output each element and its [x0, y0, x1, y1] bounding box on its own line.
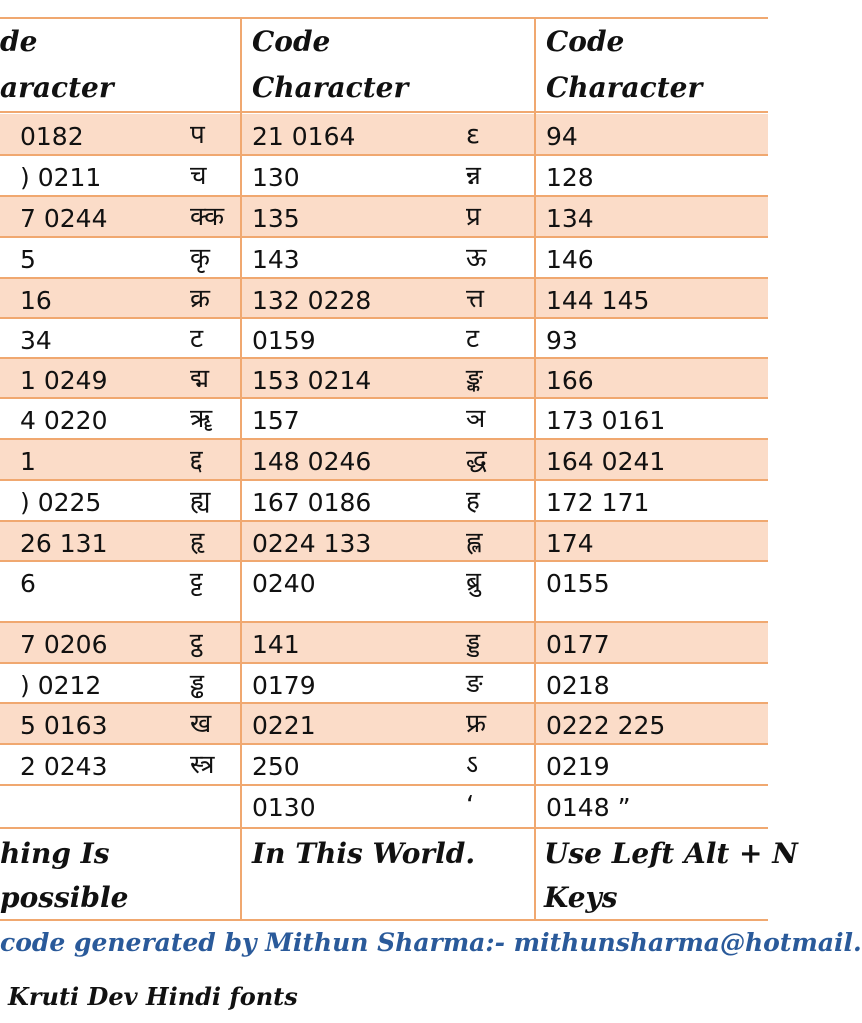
table-cell-code-3: 0219 — [546, 752, 610, 781]
table-cell-char-1: कृ — [190, 243, 210, 273]
table-cell-code-2: 130 — [252, 163, 300, 192]
table-cell-code-1: 1 0249 — [20, 366, 108, 395]
table-cell-code-2: 0130 — [252, 793, 316, 822]
table-cell-code-1: ) 0212 — [20, 671, 102, 700]
grid-hline — [0, 438, 768, 440]
table-cell-code-1: 6 — [20, 569, 36, 598]
credit-line: code generated by Mithun Sharma:- mithunsharma@hotmail. — [0, 928, 862, 957]
table-cell-code-1: 7 0244 — [20, 204, 108, 233]
note-col2-line1: In This World. — [252, 837, 476, 870]
row-shade — [0, 622, 768, 663]
table-cell-code-3: 164 0241 — [546, 447, 666, 476]
table-cell-code-1: ) 0211 — [20, 163, 102, 192]
note-col1-line2: possible — [0, 881, 129, 914]
table-cell-code-2: 141 — [252, 630, 300, 659]
table-cell-code-2: 0159 — [252, 326, 316, 355]
row-shade — [0, 358, 768, 398]
table-cell-code-2: 250 — [252, 752, 300, 781]
table-cell-code-1: 1 — [20, 447, 36, 476]
note-col3-line1: Use Left Alt + N — [544, 837, 798, 870]
grid-hline — [0, 317, 768, 319]
table-cell-code-3: 146 — [546, 245, 594, 274]
grid-hline — [0, 195, 768, 197]
table-cell-code-2: 143 — [252, 245, 300, 274]
table-cell-char-2: ञ — [466, 404, 486, 434]
table-cell-char-2: त्त — [466, 284, 484, 314]
grid-hline — [0, 154, 768, 156]
table-cell-char-1: ख — [190, 709, 212, 739]
row-shade — [0, 114, 768, 155]
header-col3-character: Character — [546, 71, 703, 104]
table-cell-code-3: 0148 ” — [546, 793, 631, 822]
grid-hline — [0, 743, 768, 745]
table-cell-code-2: 148 0246 — [252, 447, 372, 476]
table-cell-char-2: ह्ल — [466, 527, 483, 557]
table-cell-code-2: 21 0164 — [252, 122, 356, 151]
grid-hline — [0, 520, 768, 522]
row-shade — [0, 521, 768, 561]
table-cell-code-3: 0155 — [546, 569, 610, 598]
table-cell-char-1: प — [190, 120, 205, 150]
table-cell-char-2: ङ्क — [466, 364, 483, 394]
table-cell-char-1: द्म — [190, 364, 210, 394]
note-col3-line2: Keys — [544, 881, 618, 914]
table-cell-code-3: 128 — [546, 163, 594, 192]
table-cell-char-2: ऊ — [466, 243, 487, 273]
table-cell-code-3: 134 — [546, 204, 594, 233]
grid-hline — [0, 919, 768, 921]
table-cell-char-1: ॠ — [190, 404, 213, 434]
table-cell-char-1: क्क — [190, 202, 225, 232]
grid-hline — [0, 277, 768, 279]
grid-hline — [0, 784, 768, 786]
table-cell-char-1: हृ — [190, 527, 205, 557]
table-cell-code-3: 166 — [546, 366, 594, 395]
grid-vline — [240, 18, 242, 920]
table-cell-code-3: 174 — [546, 529, 594, 558]
grid-hline — [0, 111, 768, 113]
header-col2-code: Code — [252, 25, 331, 58]
table-cell-code-2: 0224 133 — [252, 529, 372, 558]
table-cell-code-1: 5 — [20, 245, 36, 274]
table-cell-char-1: द्द — [190, 445, 203, 475]
table-cell-char-1: ट — [190, 324, 204, 354]
table-cell-char-1: क्र — [190, 284, 210, 314]
table-cell-code-1: 26 131 — [20, 529, 108, 558]
row-shade — [0, 196, 768, 237]
grid-hline — [0, 702, 768, 704]
grid-hline — [0, 236, 768, 238]
table-cell-char-2: ‘ — [466, 791, 475, 821]
table-cell-char-2: ड्ड — [466, 628, 481, 658]
grid-hline — [0, 357, 768, 359]
table-cell-code-3: 172 171 — [546, 488, 650, 517]
table-cell-code-3: 144 145 — [546, 286, 650, 315]
table-cell-code-1: 16 — [20, 286, 52, 315]
table-cell-code-1: 0182 — [20, 122, 84, 151]
table-cell-char-1: च — [190, 161, 207, 191]
table-cell-code-1: 5 0163 — [20, 711, 108, 740]
table-cell-code-2: 135 — [252, 204, 300, 233]
table-cell-code-3: 94 — [546, 122, 578, 151]
footer-title: Kruti Dev Hindi fonts — [8, 982, 298, 1011]
grid-hline — [0, 662, 768, 664]
grid-hline — [0, 397, 768, 399]
table-cell-char-2: ब्रु — [466, 567, 481, 597]
table-cell-code-3: 93 — [546, 326, 578, 355]
table-cell-char-2: ε — [466, 120, 481, 150]
table-cell-char-1: ट्ठ — [190, 628, 203, 658]
grid-hline — [0, 17, 768, 19]
table-cell-code-1: 7 0206 — [20, 630, 108, 659]
grid-hline — [0, 621, 768, 623]
table-cell-char-1: ट्ट — [190, 567, 203, 597]
table-cell-char-1: स्त्र — [190, 750, 215, 780]
grid-hline — [0, 827, 768, 829]
table-cell-char-2: ट — [466, 324, 480, 354]
table-cell-code-1: 4 0220 — [20, 406, 108, 435]
table-cell-char-2: ङ — [466, 669, 483, 699]
table-cell-char-2: ऽ — [466, 750, 479, 780]
header-col1-code: de — [0, 25, 38, 58]
note-col1-line1: hing Is — [0, 837, 110, 870]
grid-hline — [0, 560, 768, 562]
table-cell-code-1: 34 — [20, 326, 52, 355]
table-cell-char-2: न्न — [466, 161, 481, 191]
table-cell-code-2: 0179 — [252, 671, 316, 700]
table-cell-char-2: द्ध — [466, 445, 487, 475]
table-cell-code-2: 0240 — [252, 569, 316, 598]
table-cell-char-1: ह्य — [190, 486, 211, 516]
header-col2-character: Character — [252, 71, 409, 104]
table-cell-code-3: 0218 — [546, 671, 610, 700]
table-cell-code-3: 173 0161 — [546, 406, 666, 435]
table-cell-code-2: 132 0228 — [252, 286, 372, 315]
table-cell-code-1: ) 0225 — [20, 488, 102, 517]
row-shade — [0, 278, 768, 318]
grid-vline — [534, 18, 536, 920]
table-cell-code-2: 153 0214 — [252, 366, 372, 395]
table-cell-code-2: 167 0186 — [252, 488, 372, 517]
table-cell-char-1: ड्ढ — [190, 669, 205, 699]
table-cell-code-1: 2 0243 — [20, 752, 108, 781]
table-cell-code-2: 157 — [252, 406, 300, 435]
table-cell-code-3: 0177 — [546, 630, 610, 659]
header-col3-code: Code — [546, 25, 625, 58]
table-cell-char-2: ह — [466, 486, 480, 516]
grid-hline — [0, 479, 768, 481]
header-col1-character: aracter — [0, 71, 114, 104]
table-cell-code-2: 0221 — [252, 711, 316, 740]
table-cell-char-2: फ्र — [466, 709, 487, 739]
table-cell-code-3: 0222 225 — [546, 711, 666, 740]
table-cell-char-2: प्र — [466, 202, 481, 232]
